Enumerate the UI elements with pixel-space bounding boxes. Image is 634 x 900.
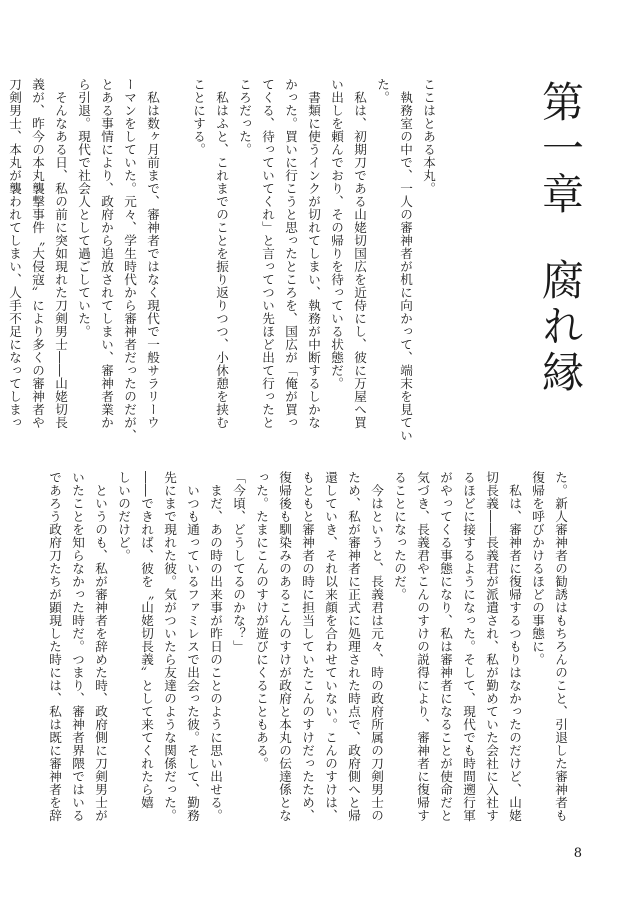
- text-line: 「今頃、どうしてるのかな？」: [231, 471, 246, 653]
- chapter-heading: [536, 80, 585, 396]
- text-line: ことにする。: [191, 78, 206, 156]
- upper-text-block: [3, 78, 440, 442]
- text-line: ここはとある本丸。: [421, 78, 436, 195]
- text-line: 先にまで現れた彼。気がついたら友達のような関係だった。: [162, 471, 177, 822]
- text-line: がやってくる事態になり、私は審神者になることが使命だと: [438, 471, 453, 822]
- text-line: ――できれば、彼を〝山姥切長義〟として来てくれたら嬉: [139, 471, 154, 809]
- text-line: ることになったのだ。: [392, 471, 407, 601]
- text-line: というのも、私が審神者を辞めた時、政府側に刀剣男士が: [93, 471, 108, 822]
- text-line: とある事情により、政府から追放されてしまい、審神者業か: [99, 78, 114, 429]
- text-line: 切長義――長義君が派遣され、私が勤めていた会社に入社す: [484, 471, 499, 822]
- text-line: 私は、審神者に復帰するつもりはなかったのだけど、山姥: [507, 471, 522, 822]
- text-line: 書類に使うインクが切れてしまい、執務が中断するしかな: [306, 78, 321, 429]
- text-line: 復帰後も馴染みのあるこんのすけが政府と本丸の伝達係とな: [277, 471, 292, 822]
- text-line: 復帰を呼びかけるほどの事態に。: [530, 471, 545, 666]
- blank-line: [164, 78, 187, 408]
- text-line: いたことを知らなかった時だ。つまり、審神者界隈ではいる: [70, 471, 85, 822]
- chapter-number: 第一章: [536, 80, 585, 218]
- text-line: 義が、昨今の本丸襲撃事件〝大侵寇〟により多くの審神者や: [30, 78, 45, 429]
- chapter-title: 腐れ縁: [536, 258, 585, 396]
- text-line: しいのだけど。: [116, 471, 131, 562]
- text-line: いつも通っているファミレスで出会った彼。そして、勤務: [185, 471, 200, 822]
- text-line: てくる、待っていてくれ」と言ってつい先ほど出て行ったと: [260, 78, 275, 429]
- text-line: ら引退。現代で社会人として過ごしていた。: [76, 78, 91, 338]
- text-line: 私は、初期刀である山姥切国広を近侍にし、彼に万屋へ買: [352, 78, 367, 429]
- text-line: 私は数ヶ月前まで、審神者ではなく現代で一般サラリーウ: [145, 78, 160, 429]
- text-line: もともと審神者の時に担当していたこんのすけだったため、: [300, 471, 315, 822]
- page-number: 8: [573, 846, 582, 861]
- text-line: 私はふと、これまでのことを振り返りつつ、小休憩を挟む: [214, 78, 229, 429]
- text-line: 刀剣男士、本丸が襲われてしまい、人手不足になってしまっ: [7, 78, 22, 429]
- text-line: かった。買いに行こうと思ったところを、国広が「俺が買っ: [283, 78, 298, 429]
- text-line: た。: [375, 78, 390, 104]
- text-line: まだ、あの時の出来事が昨日のことのように思い出せる。: [208, 471, 223, 822]
- text-line: い出しを頼んでおり、その帰りを待っている状態だ。: [329, 78, 344, 390]
- lower-text-block: [43, 471, 572, 822]
- text-line: ため、私が審神者に正式に処理された時点で、政府側へと帰: [346, 471, 361, 822]
- text-line: 今はというと、長義君は元々、時の政府所属の刀剣男士の: [369, 471, 384, 822]
- text-line: 気づき、長義君やこんのすけの説得により、審神者に復帰す: [415, 471, 430, 822]
- text-line: ころだった。: [237, 78, 252, 156]
- text-line: であろう政府刀たちが顕現した時には、私は既に審神者を辞: [47, 471, 62, 822]
- text-line: 執務室の中で、一人の審神者が机に向かって、端末を見てい: [398, 78, 413, 442]
- text-line: た。新人審神者の勧誘はもちろんのこと、引退した審神者も: [553, 471, 568, 822]
- text-line: った。たまにこんのすけが遊びにくることもある。: [254, 471, 269, 770]
- text-line: そんなある日、私の前に突如現れた刀剣男士――山姥切長: [53, 78, 68, 429]
- text-line: るほどに接するようになった。そして、現代でも時間遡行軍: [461, 471, 476, 822]
- text-line: ーマンをしていた。元々、学生時代から審神者だったのだが、: [122, 78, 137, 442]
- text-line: 還していき、それ以来顔を合わせていない。こんのすけは、: [323, 471, 338, 822]
